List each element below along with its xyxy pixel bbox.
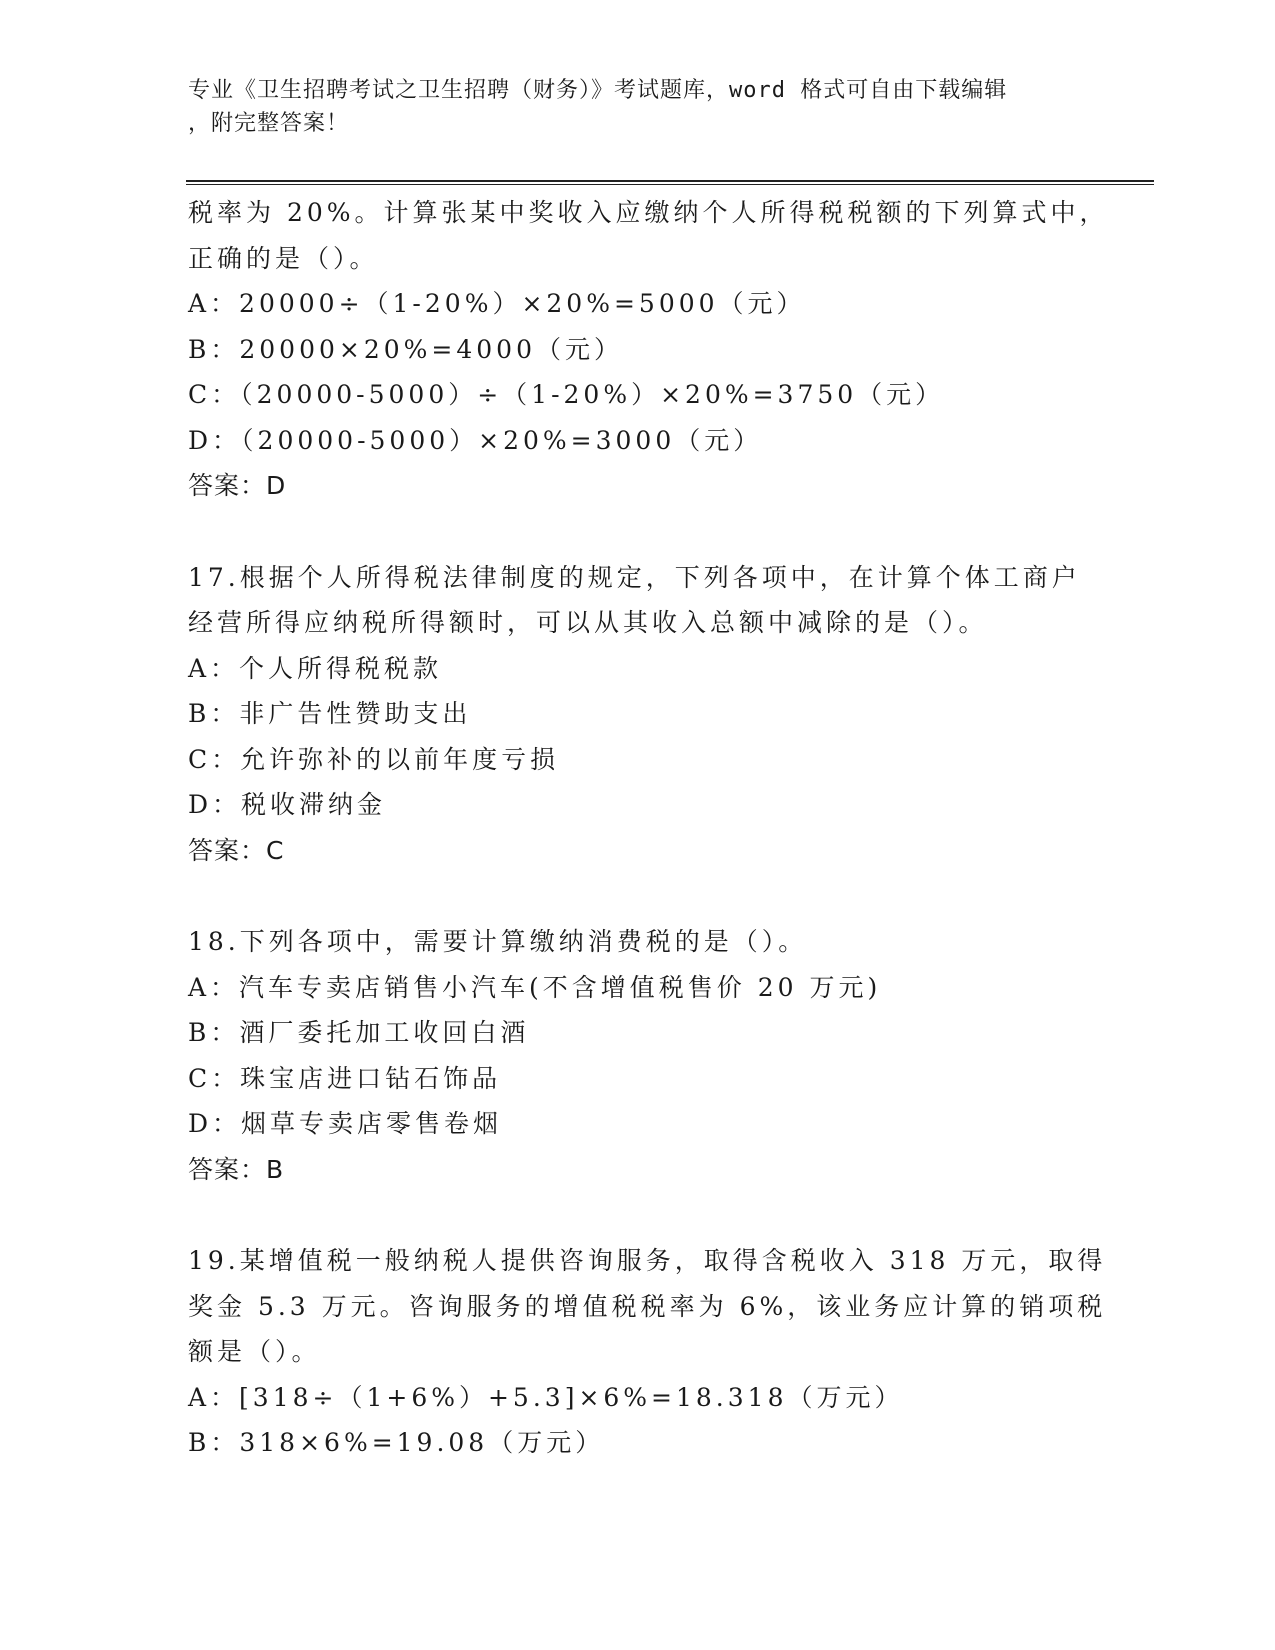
question-stem-line: 额是（）。 <box>188 1337 321 1366</box>
header-line-2: ，附完整答案！ <box>188 111 350 136</box>
header-rule-thin <box>186 184 1154 185</box>
option-a: A：[318÷（1+6%）+5.3]×6%=18.318（万元） <box>188 1382 904 1412</box>
header-line-1: 专业《卫生招聘考试之卫生招聘（财务）》考试题库，word 格式可自由下载编辑 <box>188 78 1008 103</box>
answer-label: 答案：C <box>188 835 285 865</box>
question-19 <box>188 1238 1107 1466</box>
question-stem-line: 税率为 20%。计算张某中奖收入应缴纳个人所得税税额的下列算式中， <box>188 198 1109 227</box>
option-c: C：（20000-5000）÷（1-20%）×20%=3750（元） <box>188 380 945 409</box>
question-stem-line: 18.下列各项中，需要计算缴纳消费税的是（）。 <box>188 927 808 956</box>
option-a: A：20000÷（1-20%）×20%=5000（元） <box>188 289 806 318</box>
option-b: B：318×6%=19.08（万元） <box>188 1428 605 1457</box>
header-rule-thick <box>186 180 1154 182</box>
question-17 <box>188 555 1088 874</box>
question-stem-line: 经营所得应纳税所得额时，可以从其收入总额中减除的是（）。 <box>188 608 988 637</box>
option-c: C：允许弥补的以前年度亏损 <box>188 744 560 774</box>
answer-label: 答案：D <box>188 471 287 500</box>
question-stem-line: 正确的是（）。 <box>188 243 379 273</box>
option-a: A：个人所得税税款 <box>188 653 443 683</box>
question-18 <box>188 919 1088 1192</box>
option-d: D：（20000-5000）×20%=3000（元） <box>188 425 763 455</box>
option-b: B：酒厂委托加工收回白酒 <box>188 1018 530 1047</box>
document-header <box>188 74 1088 140</box>
option-a: A：汽车专卖店销售小汽车(不含增值税售价 20 万元) <box>188 972 882 1002</box>
question-stem-line: 奖金 5.3 万元。咨询服务的增值税税率为 6%，该业务应计算的销项税 <box>188 1291 1107 1321</box>
question-16-continued <box>188 190 1109 509</box>
question-list <box>188 190 1109 1466</box>
option-c: C：珠宝店进口钻石饰品 <box>188 1063 502 1093</box>
option-d: D：烟草专卖店零售卷烟 <box>188 1109 503 1138</box>
option-b: B：20000×20%=4000（元） <box>188 334 623 364</box>
question-stem-line: 17.根据个人所得税法律制度的规定，下列各项中，在计算个体工商户 <box>188 562 1081 592</box>
option-d: D：税收滞纳金 <box>188 790 387 819</box>
option-b: B：非广告性赞助支出 <box>188 699 472 728</box>
answer-label: 答案：B <box>188 1154 285 1184</box>
question-stem-line: 19.某增值税一般纳税人提供咨询服务，取得含税收入 318 万元，取得 <box>188 1246 1107 1275</box>
